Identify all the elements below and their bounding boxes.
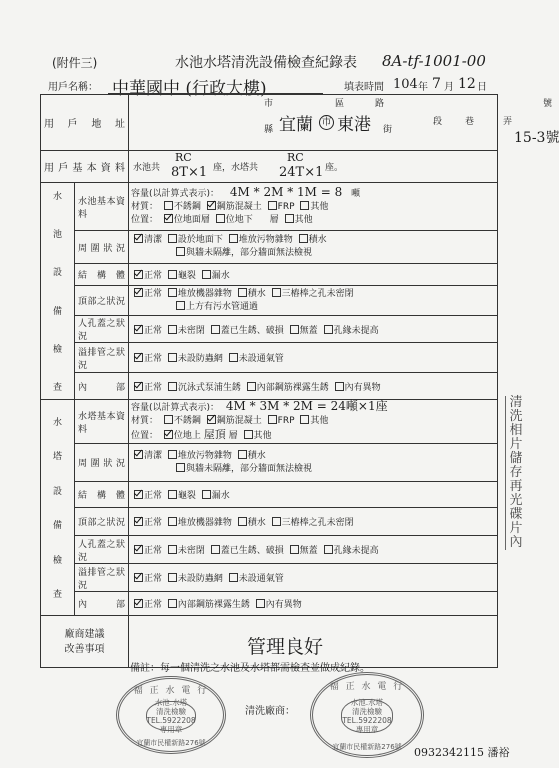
footer-note: 備註：每一個清洗之水池及水塔都需檢查並做成紀錄。 — [130, 663, 370, 674]
pool-hole-row — [41, 316, 498, 343]
owner-name-label: 用戶名稱： — [48, 82, 98, 93]
pool-position-option: 位地下 — [225, 215, 253, 225]
tower-hole-rim-checkbox[interactable] — [324, 545, 333, 554]
tower-surround-debris-checkbox[interactable] — [168, 450, 177, 459]
pool-inner-foreign-checkbox[interactable] — [335, 382, 344, 391]
pool-material-option: FRP — [277, 202, 295, 212]
pool-overflow-net-checkbox[interactable] — [168, 353, 177, 362]
tower-surround-option: 與牆未隔離，部分牆面無法檢視 — [186, 463, 313, 474]
tower-structure-cell — [129, 482, 498, 508]
suggestion-cell — [129, 616, 498, 668]
district-label: 區 — [335, 99, 345, 109]
pool-position-basement-checkbox[interactable] — [216, 214, 225, 223]
tower-inner-row — [41, 592, 498, 616]
tower-material-stainless-checkbox[interactable] — [164, 415, 173, 424]
pool-surround-water-checkbox[interactable] — [299, 234, 308, 243]
pool-top-cell — [129, 286, 498, 316]
tower-material-other-checkbox[interactable] — [300, 415, 309, 424]
pool-hole-rusted-checkbox[interactable] — [211, 325, 220, 334]
tower-top-cell — [129, 508, 498, 536]
tower-surround-option: 清潔 — [144, 450, 163, 461]
pool-section-char: 水 — [52, 191, 62, 202]
pool-surround-option: 積水 — [308, 235, 327, 245]
stamp-line: 清洗檢驗 — [156, 706, 186, 716]
pool-inner-label: 內部 — [75, 373, 129, 400]
day-unit: 日 — [477, 82, 487, 93]
city-label: 市 — [264, 99, 274, 109]
tower-top-option: 三樁棒之孔未密閉 — [281, 518, 354, 528]
pool-section-char: 查 — [52, 383, 62, 394]
stamp-center-box — [341, 699, 393, 733]
tower-hole-option: 未密閉 — [177, 546, 205, 556]
pool-material-stainless-checkbox[interactable] — [164, 201, 173, 210]
tower-material-option: 不銹鋼 — [173, 416, 201, 426]
year-unit: 年 — [418, 82, 428, 93]
tower-material-option: 鋼筋混凝土 — [216, 416, 262, 426]
tower-surround-wall-checkbox[interactable] — [176, 463, 185, 472]
tower-capacity-label: 容量(以計算式表示)： — [131, 403, 220, 413]
form-title: 水池水塔清洗設備檢查紀錄表 — [175, 55, 357, 71]
pool-overflow-normal-checkbox[interactable] — [134, 353, 143, 362]
tower-inner-foreign-checkbox[interactable] — [256, 599, 265, 608]
pool-type: RC — [175, 151, 192, 164]
pool-top-label: 頂部之狀況 — [75, 286, 129, 316]
tower-position-label: 位置： — [131, 431, 159, 441]
tower-top-hole-checkbox[interactable] — [272, 517, 281, 526]
tower-structure-option: 龜裂 — [177, 491, 196, 501]
tower-hole-option: 無蓋 — [299, 546, 318, 556]
pool-capacity-value: 4M * 2M * 1M = 8 — [229, 185, 343, 199]
county-value: 宜蘭 — [279, 115, 313, 135]
tower-hole-option: 蓋已生銹、破損 — [220, 546, 284, 556]
pool-top-option: 積水 — [247, 288, 266, 299]
tower-structure-option: 漏水 — [211, 491, 230, 501]
stamp-bottom-text: 宜蘭市民權新路276號 — [136, 739, 206, 747]
tower-section-char: 設 — [52, 486, 62, 497]
pool-section-char: 備 — [52, 306, 62, 317]
tower-material-frp-checkbox[interactable] — [268, 415, 277, 424]
stamp-line: 水池.水塔 — [350, 697, 384, 707]
number-label: 號 — [543, 99, 553, 109]
suggestion-label-cell — [41, 616, 129, 668]
stamp-line: 專用章 — [355, 724, 379, 734]
tower-material-label: 材質： — [131, 416, 159, 426]
pool-top-row — [41, 286, 498, 316]
pool-section-char: 檢 — [52, 345, 62, 356]
pool-hole-option: 無蓋 — [299, 325, 318, 336]
tower-surround-cell — [129, 444, 498, 482]
seat-tower-label: 座，水塔共 — [213, 163, 259, 173]
pool-surround-row — [41, 231, 498, 264]
pool-position-label: 位置： — [131, 215, 159, 225]
pool-structure-option: 龜裂 — [177, 271, 196, 281]
tower-inner-label: 內部 — [75, 592, 129, 616]
pool-material-frp-checkbox[interactable] — [268, 201, 277, 210]
pool-material-rc-checkbox[interactable] — [207, 201, 216, 210]
pool-structure-cell — [129, 264, 498, 286]
county-label: 縣 — [264, 125, 274, 135]
tower-hole-option: 孔緣未提高 — [333, 546, 379, 556]
tower-top-option: 積水 — [247, 518, 266, 528]
pool-surround-clean-checkbox[interactable] — [134, 234, 143, 243]
suggestion-label-line1: 廠商建議 — [64, 628, 105, 640]
document-number: 8A-tf-1001-00 — [382, 52, 486, 70]
pool-hole-rim-checkbox[interactable] — [324, 325, 333, 334]
stamp-bottom-text: 宜蘭市民權新路276號 — [332, 743, 402, 751]
tower-position-other-checkbox[interactable] — [244, 430, 253, 439]
fill-day: 12 — [458, 76, 476, 92]
tower-surround-option: 積水 — [247, 450, 266, 461]
street-label: 街 — [383, 125, 393, 135]
pool-top-hole-checkbox[interactable] — [272, 288, 281, 297]
pool-inner-rebar-checkbox[interactable] — [247, 382, 256, 391]
pool-material-option: 其他 — [310, 202, 329, 212]
city-circled: 市 — [319, 115, 334, 130]
stamp-line: TEL.5922208 — [146, 715, 196, 725]
pool-surround-label: 周圍狀況 — [75, 231, 129, 264]
stamp-line: TEL.5922208 — [342, 715, 392, 725]
pool-position-ground-checkbox[interactable] — [164, 214, 173, 223]
tower-material-option: FRP — [277, 416, 295, 426]
pool-overflow-cell — [129, 343, 498, 373]
address-label: 用戶地址 — [41, 95, 129, 151]
pool-capacity-label: 容量(以計算式表示)： — [131, 189, 220, 199]
tower-overflow-row — [41, 564, 498, 592]
seat-end-label: 座。 — [325, 163, 344, 173]
tower-basic-row — [41, 400, 498, 444]
basic-info-label: 用戶基本資料 — [41, 151, 129, 183]
tower-inner-cell — [129, 592, 498, 616]
tower-overflow-option: 正常 — [144, 574, 163, 584]
tower-surround-option: 堆放污物雜物 — [177, 450, 232, 461]
tower-overflow-vent-checkbox[interactable] — [229, 573, 238, 582]
tower-surround-water-checkbox[interactable] — [238, 450, 247, 459]
tower-position-floor: 層 — [228, 431, 238, 441]
basic-info-cell — [129, 151, 498, 183]
tower-overflow-net-checkbox[interactable] — [168, 573, 177, 582]
tower-basic-cell — [129, 400, 498, 444]
suggestion-value: 管理良好 — [247, 636, 324, 658]
pool-material-option: 不銹鋼 — [173, 202, 201, 212]
number-value: 15-3號 — [514, 130, 559, 146]
tower-overflow-label: 溢排管之狀況 — [75, 564, 129, 592]
fill-time-label: 填表時間 — [344, 82, 384, 93]
pool-overflow-label: 溢排管之狀況 — [75, 343, 129, 373]
fill-year: 104 — [393, 77, 418, 92]
tower-inner-option: 內部鋼筋裸露生銹 — [177, 600, 250, 610]
pool-top-normal-checkbox[interactable] — [134, 288, 143, 297]
pool-structure-option: 漏水 — [211, 271, 230, 281]
tower-structure-normal-checkbox[interactable] — [134, 490, 143, 499]
tower-section-char: 檢 — [52, 555, 62, 566]
pool-surround-option: 堆放污物雜物 — [238, 235, 293, 245]
fill-month: 7 — [432, 76, 441, 92]
tower-hole-unsealed-checkbox[interactable] — [168, 545, 177, 554]
pool-material-other-checkbox[interactable] — [300, 201, 309, 210]
pool-material-option: 鋼筋混凝土 — [216, 202, 262, 212]
alley-label: 弄 — [503, 117, 513, 127]
pool-structure-normal-checkbox[interactable] — [134, 270, 143, 279]
tower-top-label: 頂部之狀況 — [75, 508, 129, 536]
tower-type: RC — [287, 151, 304, 164]
pool-position-option: 位地面層 — [173, 215, 210, 225]
pool-basic-label: 水池基本資料 — [75, 183, 129, 231]
address-cell — [129, 95, 559, 151]
pool-structure-option: 正常 — [144, 271, 163, 281]
month-unit: 月 — [444, 82, 454, 93]
pool-top-machine-checkbox[interactable] — [168, 288, 177, 297]
pool-hole-option: 未密閉 — [177, 325, 205, 336]
road-value: 東港 — [337, 115, 371, 135]
stamp-top-text: 福 正 水 電 行 — [329, 682, 405, 692]
pool-structure-crack-checkbox[interactable] — [168, 270, 177, 279]
tower-material-option: 其他 — [310, 416, 329, 426]
tower-hole-rusted-checkbox[interactable] — [211, 545, 220, 554]
factory-label: 清洗廠商： — [245, 706, 295, 717]
pool-inner-row — [41, 373, 498, 400]
tower-overflow-normal-checkbox[interactable] — [134, 573, 143, 582]
tower-section-char: 水 — [52, 418, 62, 428]
stamp-center-box — [146, 697, 196, 734]
pool-section-char: 池 — [52, 229, 62, 240]
pool-position-option: 其他 — [294, 215, 313, 225]
right-company-stamp — [310, 672, 424, 758]
pool-overflow-row — [41, 343, 498, 373]
pool-surround-option: 設於地面下 — [177, 235, 223, 245]
pool-capacity-unit: 噸 — [351, 189, 361, 199]
pool-material-label: 材質： — [131, 202, 159, 212]
phone-signature: 0932342115 潘裕 — [414, 746, 510, 759]
tower-overflow-option: 未設通氣管 — [238, 574, 284, 584]
tower-hole-nocover-checkbox[interactable] — [290, 545, 299, 554]
pool-inner-option: 內有異物 — [344, 382, 381, 393]
pool-section-char: 設 — [52, 268, 62, 279]
pool-overflow-option: 正常 — [144, 354, 163, 364]
pool-basic-row — [41, 183, 498, 231]
tower-capacity-value: 4M * 3M * 2M = 24噸×1座 — [225, 399, 388, 413]
owner-name-value: 中華國中 (行政大樓) — [112, 79, 267, 99]
pool-hole-option: 蓋已生銹、破損 — [220, 325, 284, 336]
side-note-vertical: 清洗相片儲存再光碟片內 — [505, 396, 524, 550]
tower-inner-rebar-checkbox[interactable] — [168, 599, 177, 608]
tower-position-option: 其他 — [253, 431, 272, 441]
pool-inner-pump-checkbox[interactable] — [168, 382, 177, 391]
tower-structure-row — [41, 482, 498, 508]
tower-inner-normal-checkbox[interactable] — [134, 599, 143, 608]
tower-top-option: 正常 — [144, 518, 163, 528]
pool-top-option: 三樁棒之孔未密閉 — [281, 288, 354, 299]
tower-structure-crack-checkbox[interactable] — [168, 490, 177, 499]
tower-surround-clean-checkbox[interactable] — [134, 450, 143, 459]
pool-hole-cell — [129, 316, 498, 343]
pool-inner-cell — [129, 373, 498, 400]
tower-section-label — [41, 400, 75, 616]
tower-structure-option: 正常 — [144, 491, 163, 501]
tower-section-char: 塔 — [52, 452, 62, 463]
suggestion-label-line2: 改善事項 — [64, 643, 105, 655]
pool-surround-debris-checkbox[interactable] — [229, 234, 238, 243]
pool-count: 8T×1 — [171, 165, 208, 180]
stamp-line: 專用章 — [159, 724, 183, 734]
stamp-line: 清洗檢驗 — [352, 706, 382, 716]
tower-count: 24T×1 — [279, 165, 324, 180]
address-row — [41, 95, 498, 151]
pool-inner-normal-checkbox[interactable] — [134, 382, 143, 391]
tower-hole-option: 正常 — [144, 546, 163, 556]
tower-top-option: 堆放機器雜物 — [177, 518, 232, 528]
pool-hole-nocover-checkbox[interactable] — [290, 325, 299, 334]
pool-hole-label: 人孔蓋之狀況 — [75, 316, 129, 343]
pool-surround-wall-checkbox[interactable] — [176, 247, 185, 256]
tower-section-char: 查 — [52, 589, 62, 600]
pool-inner-option: 正常 — [144, 382, 163, 393]
tower-surround-label: 周圍狀況 — [75, 444, 129, 482]
tower-position-above-checkbox[interactable] — [164, 430, 173, 439]
tower-material-rc-checkbox[interactable] — [207, 415, 216, 424]
tower-basic-label: 水塔基本資料 — [75, 400, 129, 444]
pool-surround-underground-checkbox[interactable] — [168, 234, 177, 243]
tower-top-water-checkbox[interactable] — [238, 517, 247, 526]
pool-hole-option: 孔緣未提高 — [333, 325, 379, 336]
section-label: 段 — [433, 117, 443, 127]
tower-surround-row — [41, 444, 498, 482]
tower-top-normal-checkbox[interactable] — [134, 517, 143, 526]
tower-hole-row — [41, 536, 498, 564]
tower-top-row — [41, 508, 498, 536]
tower-structure-leak-checkbox[interactable] — [202, 490, 211, 499]
pool-inner-option: 內部鋼筋裸露生銹 — [256, 382, 329, 393]
attachment-label: (附件三) — [52, 56, 98, 70]
tower-overflow-option: 未設防蟲網 — [177, 574, 223, 584]
pool-top-sewer-checkbox[interactable] — [176, 301, 185, 310]
lane-label: 巷 — [465, 117, 475, 127]
pool-position-floor: 層 — [269, 215, 279, 225]
tower-inner-option: 正常 — [144, 600, 163, 610]
tower-hole-cell — [129, 536, 498, 564]
tower-position-option: 位地上 — [173, 431, 201, 441]
pool-structure-leak-checkbox[interactable] — [202, 270, 211, 279]
pool-surround-option: 清潔 — [144, 235, 163, 245]
tower-overflow-cell — [129, 564, 498, 592]
stamp-line: 水池.水塔 — [154, 697, 188, 707]
pool-position-other-checkbox[interactable] — [285, 214, 294, 223]
pool-structure-row — [41, 264, 498, 286]
pool-surround-cell — [129, 231, 498, 264]
pool-inner-option: 沉泳式泵浦生銹 — [177, 382, 241, 393]
basic-info-row — [41, 151, 498, 183]
pool-overflow-option: 未設防蟲網 — [177, 354, 223, 364]
tower-hole-normal-checkbox[interactable] — [134, 545, 143, 554]
pool-overflow-option: 未設通氣管 — [238, 354, 284, 364]
stamp-top-text: 福 正 水 電 行 — [133, 686, 209, 696]
pool-top-water-checkbox[interactable] — [238, 288, 247, 297]
pool-overflow-vent-checkbox[interactable] — [229, 353, 238, 362]
pool-surround-option: 與牆未隔離，部分牆面無法檢視 — [186, 248, 313, 258]
road-label: 路 — [375, 99, 385, 109]
tower-structure-label: 結構體 — [75, 482, 129, 508]
pool-top-option: 上方有污水管通過 — [186, 301, 259, 312]
pool-section-label — [41, 183, 75, 400]
pool-hole-normal-checkbox[interactable] — [134, 325, 143, 334]
suggestion-row — [41, 616, 498, 668]
pool-basic-cell — [129, 183, 498, 231]
left-company-stamp — [116, 676, 226, 754]
pool-structure-label: 結構體 — [75, 264, 129, 286]
tower-hole-label: 人孔蓋之狀況 — [75, 536, 129, 564]
tower-section-char: 備 — [52, 521, 62, 532]
pool-count-label: 水池共 — [133, 163, 161, 173]
pool-hole-option: 正常 — [144, 325, 163, 336]
tower-inner-option: 內有異物 — [265, 600, 302, 610]
tower-position-fill: 屋頂 — [203, 428, 226, 441]
tower-top-machine-checkbox[interactable] — [168, 517, 177, 526]
pool-hole-unsealed-checkbox[interactable] — [168, 325, 177, 334]
pool-top-option: 堆放機器雜物 — [177, 288, 232, 299]
pool-top-option: 正常 — [144, 288, 163, 299]
